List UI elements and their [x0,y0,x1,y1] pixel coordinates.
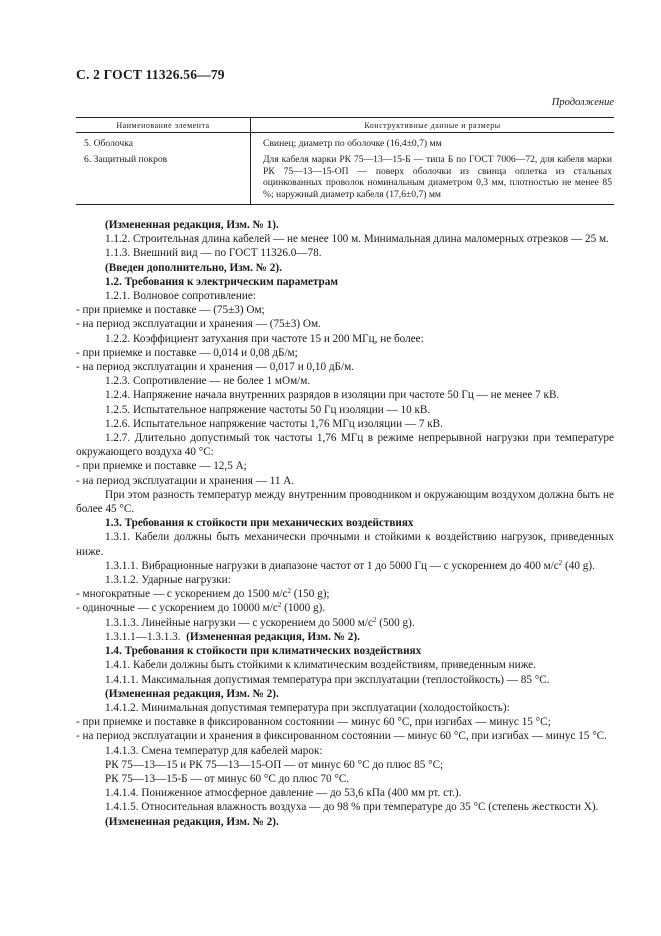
list-item: - на период эксплуатации и хранения — (75±3) Ом. [76,318,321,331]
document-body [76,218,614,829]
list-item [76,587,614,601]
superscript: 2 [372,615,377,624]
list-item-text: - многократные — с ускорением до 1500 м/с [76,588,288,601]
paragraph: 1.2.1. Волновое сопротивление: [105,290,256,303]
paragraph: 1.2.4. Напряжение начала внутренних разрядов в изоляции при частоте 50 Гц — не менее 7 кВ. [105,389,560,402]
paragraph: 1.4.1.4. Пониженное атмосферное давление — до 53,6 кПа (400 мм рт. ст.). [105,787,462,800]
paragraph-text: (500 g). [376,616,415,629]
paragraph: При этом разность температур между внутренним проводником и окружающим воздухом должна быть не более 45 °С. [76,488,614,516]
list-item: - на период эксплуатации и хранения — 0,017 и 0,10 дБ/м. [76,361,354,374]
page-header: С. 2 ГОСТ 11326.56—79 [76,67,225,82]
list-item: - на период эксплуатации и хранения в фиксированном состоянии — минус 60 °С, при изгибах — минус 15 °С. [76,730,607,743]
amendment-note: (Измененная редакция, Изм. № 2). [105,815,279,828]
table-cell-data: Свинец; диаметр по оболочке (16,4±0,7) мм [263,138,442,149]
table-row [76,133,614,152]
list-item-text: - одиночные — с ускорением до 10000 м/с [76,602,278,615]
continuation-label: Продолжение [551,97,614,108]
table-row [76,151,614,205]
paragraph: 1.4.1.1. Максимальная допустимая температура при эксплуатации (теплостойкость) — 85 °С. [105,673,550,686]
table-header-row [76,118,614,133]
list-item: - при приемке и поставке в фиксированном состоянии — минус 60 °С, при изгибах — минус 15 °С; [76,716,551,729]
paragraph: 1.2.2. Коэффициент затухания при частоте 15 и 200 МГц, не более: [105,332,424,345]
list-item: - при приемке и поставке — 12,5 А; [76,460,247,473]
list-item-text: (1000 g). [281,602,326,615]
list-item: - на период эксплуатации и хранения — 11 А. [76,474,295,487]
paragraph: РК 75—13—15 и РК 75—13—15-ОП — от минус 60 °С до плюс 85 °С; [105,758,444,771]
paragraph: РК 75—13—15-Б — от минус 60 °С до плюс 70 °С. [105,772,350,785]
paragraph: 1.3.1. Кабели должны быть механически прочными и стойкими к воздействию нагрузок, приведенных ниже. [76,531,614,558]
table-cell-data: Для кабеля марки РК 75—13—15-Б — типа Б по ГОСТ 7006—72, для кабеля марки РК 75—13—15-ОП — поверх оболочки из свинца оплетка из стальных оцинкованных проволок номинальным диаметром 0,3 мм, плотностью не менее 85 %; наружный диаметр кабеля (17,6±0,7) мм [251,151,615,205]
column-header-data: Конструктивные данные и размеры [251,118,615,133]
table-cell-name: 5. Оболочка [76,133,251,152]
paragraph: 1.2.3. Сопротивление — не более 1 мОм/м. [105,375,311,388]
paragraph: 1.1.2. Строительная длина кабелей — не менее 100 м. Минимальная длина маломерных отрезков — 25 м. [105,233,609,246]
paragraph-text: (40 g). [562,559,595,572]
paragraph: 1.2.7. Длительно допустимый ток частоты 1,76 МГц в режиме непрерывной нагрузки при температуре окружающего воздуха 40 °С: [76,432,614,459]
list-item-text: (150 g); [291,588,330,601]
paragraph: 1.4.1.2. Минимальная допустимая температура при эксплуатации (холодостойкость): [105,701,510,714]
paragraph: 1.4.1.3. Смена температур для кабелей марок: [105,744,323,757]
paragraph [76,630,614,644]
list-item [76,601,614,615]
amendment-note: (Измененная редакция, Изм. № 1). [105,219,279,231]
amendment-note: (Измененная редакция, Изм. № 2). [186,630,360,643]
paragraph [76,559,614,573]
list-item: - при приемке и поставке — (75±3) Ом; [76,304,265,317]
amendment-note: (Введен дополнительно, Изм. № 2). [105,261,282,274]
paragraph: 1.2.5. Испытательное напряжение частоты 50 Гц изоляции — 10 кВ. [105,403,431,416]
paragraph: 1.4.1. Кабели должны быть стойкими к климатическим воздействиям, приведенным ниже. [105,659,536,672]
superscript: 2 [277,601,282,610]
paragraph: 1.4.1.5. Относительная влажность воздуха — до 98 % при температуре до 35 °С (степень жесткости X). [105,801,599,814]
amendment-note: (Измененная редакция, Изм. № 2). [105,687,279,700]
construction-table [76,117,614,205]
paragraph: 1.3.1.2. Ударные нагрузки: [105,574,231,587]
superscript: 2 [558,558,563,567]
paragraph [76,616,614,630]
section-heading: 1.3. Требования к стойкости при механических воздействиях [105,517,414,530]
paragraph-text: 1.3.1.3. Линейные нагрузки — с ускорением до 5000 м/с [105,616,373,629]
paragraph: 1.1.3. Внешний вид — по ГОСТ 11326.0—78. [105,247,322,260]
section-heading: 1.2. Требования к электрическим параметрам [105,275,338,288]
paragraph-text: 1.3.1.1—1.3.1.3. [105,630,181,643]
paragraph-text: 1.3.1.1. Вибрационные нагрузки в диапазоне частот от 1 до 5000 Гц — с ускорением до 400 м/с [105,559,559,572]
table-cell-name: 6. Защитный покров [76,151,251,205]
paragraph: 1.2.6. Испытательное напряжение частоты 1,76 МГц изоляции — 7 кВ. [105,417,443,430]
list-item: - при приемке и поставке — 0,014 и 0,08 дБ/м; [76,346,298,359]
section-heading: 1.4. Требования к стойкости при климатических воздействиях [105,645,422,658]
superscript: 2 [287,587,291,596]
column-header-element: Наименование элемента [76,118,251,133]
